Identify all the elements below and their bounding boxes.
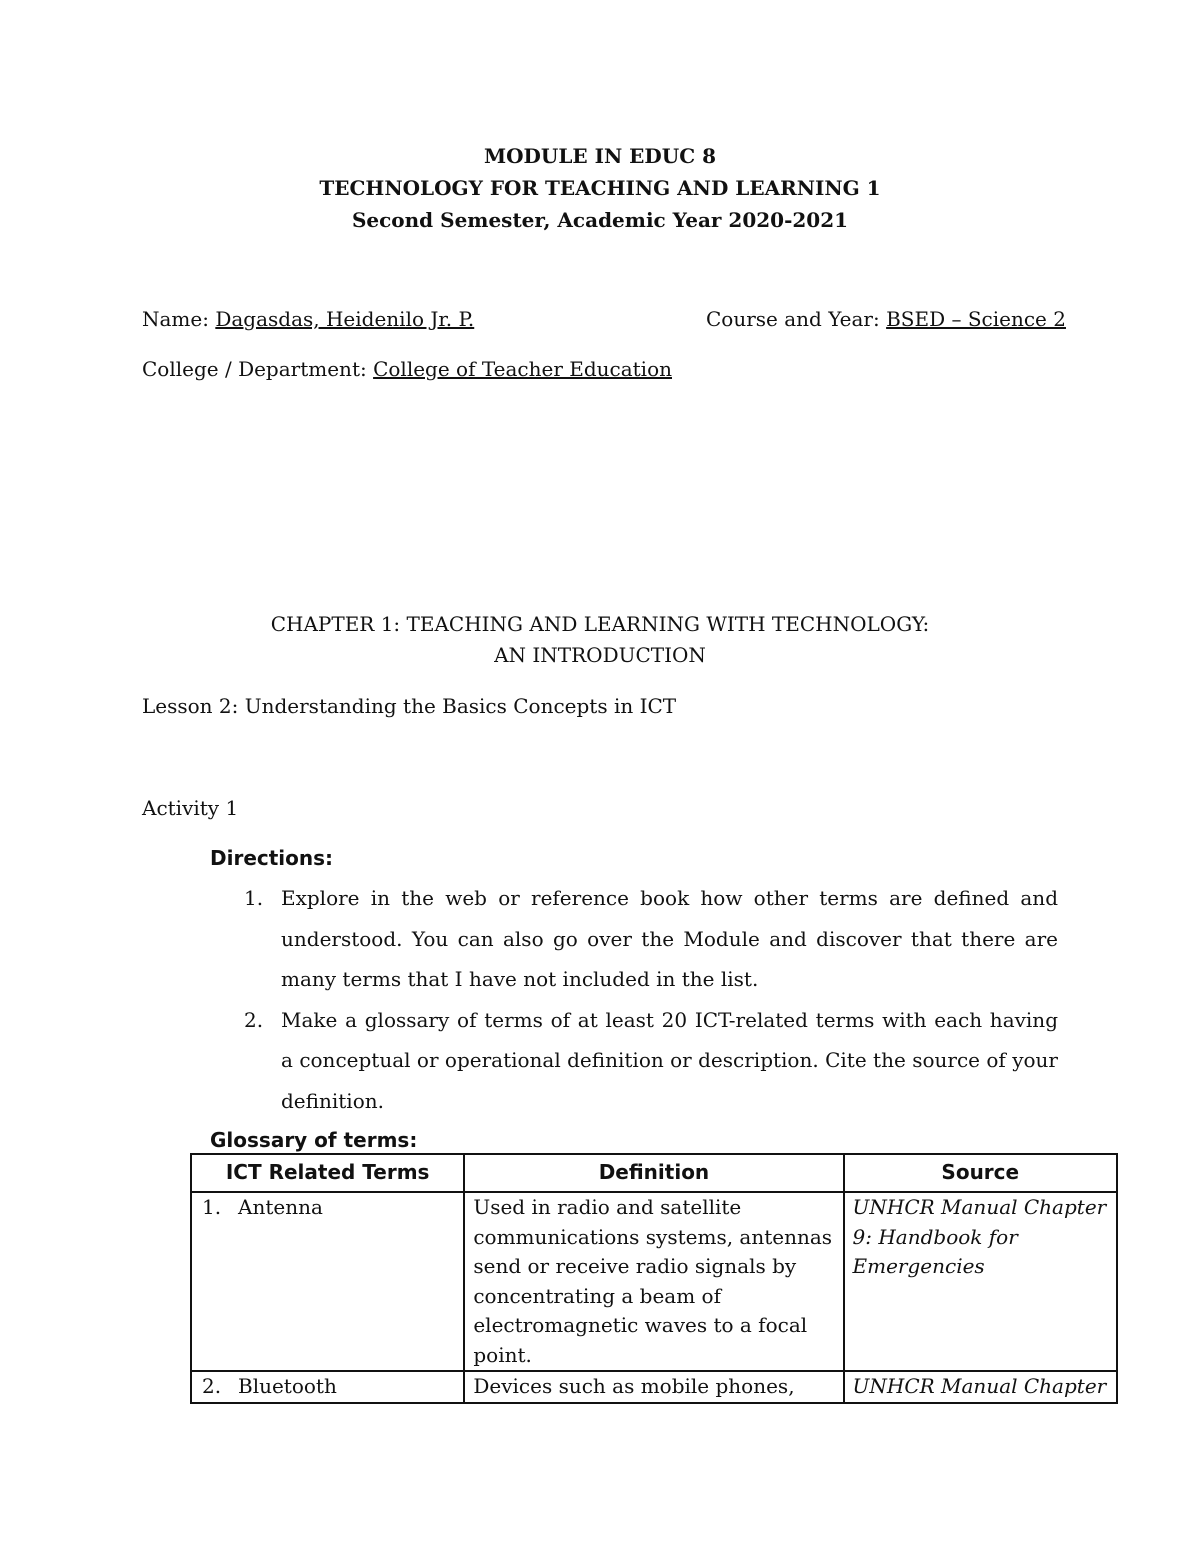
course-title: TECHNOLOGY FOR TEACHING AND LEARNING 1 xyxy=(319,176,881,200)
name-label: Name: xyxy=(142,307,216,331)
directions-heading: Directions: xyxy=(210,846,334,870)
college-label: College / Department: xyxy=(142,357,374,381)
definition-cell: Devices such as mobile phones, xyxy=(464,1371,843,1403)
table-row xyxy=(191,1192,1117,1371)
semester-line: Second Semester, Academic Year 2020-2021 xyxy=(351,208,849,232)
college-value: College of Teacher Education xyxy=(373,357,672,381)
activity-title: Activity 1 xyxy=(142,796,239,820)
column-header-source: Source xyxy=(844,1154,1117,1192)
lesson-title: Lesson 2: Understanding the Basics Concepts in ICT xyxy=(142,694,677,718)
list-item-text: Explore in the web or reference book how other terms are defined and understood. You can also go over the Module and discover that there are many terms that I have not included in the list. xyxy=(281,886,1058,991)
course-value: BSED – Science 2 xyxy=(886,307,1066,331)
definition-cell: Used in radio and satellite communications systems, antennas send or receive radio signals by concentrating a beam of electromagnetic waves to a focal point. xyxy=(464,1192,843,1371)
column-header-definition: Definition xyxy=(464,1154,843,1192)
list-item xyxy=(240,878,1058,1000)
term-name: Antenna xyxy=(238,1195,323,1219)
term-cell xyxy=(191,1192,464,1371)
course-label: Course and Year: xyxy=(706,307,887,331)
list-item-number: 2. xyxy=(244,1007,264,1032)
course-field xyxy=(706,307,1066,331)
name-field xyxy=(142,307,474,331)
term-number: 2. xyxy=(202,1374,222,1398)
glossary-heading: Glossary of terms: xyxy=(210,1128,418,1152)
college-field xyxy=(142,357,672,381)
table-header-row xyxy=(191,1154,1117,1192)
source-cell: UNHCR Manual Chapter 9: Handbook for Emergencies xyxy=(844,1192,1117,1371)
directions-list xyxy=(240,878,1058,1121)
table-row xyxy=(191,1371,1117,1403)
module-title: MODULE IN EDUC 8 xyxy=(483,144,717,168)
source-cell: UNHCR Manual Chapter xyxy=(844,1371,1117,1403)
list-item-number: 1. xyxy=(244,886,264,910)
term-number: 1. xyxy=(202,1195,222,1219)
chapter-title-line1: CHAPTER 1: TEACHING AND LEARNING WITH TECHNOLOGY: xyxy=(270,612,930,636)
glossary-table xyxy=(190,1153,1118,1404)
name-value: Dagasdas, Heidenilo Jr. P. xyxy=(215,307,475,331)
list-item xyxy=(240,1000,1058,1122)
column-header-terms: ICT Related Terms xyxy=(191,1154,464,1192)
chapter-title-line2: AN INTRODUCTION xyxy=(494,643,706,667)
term-cell xyxy=(191,1371,464,1403)
list-item-text: Make a glossary of terms of at least 20 ICT-related terms with each having a conceptual or operational definition or description. Cite the source of your definition. xyxy=(281,1007,1058,1113)
term-name: Bluetooth xyxy=(238,1374,337,1398)
